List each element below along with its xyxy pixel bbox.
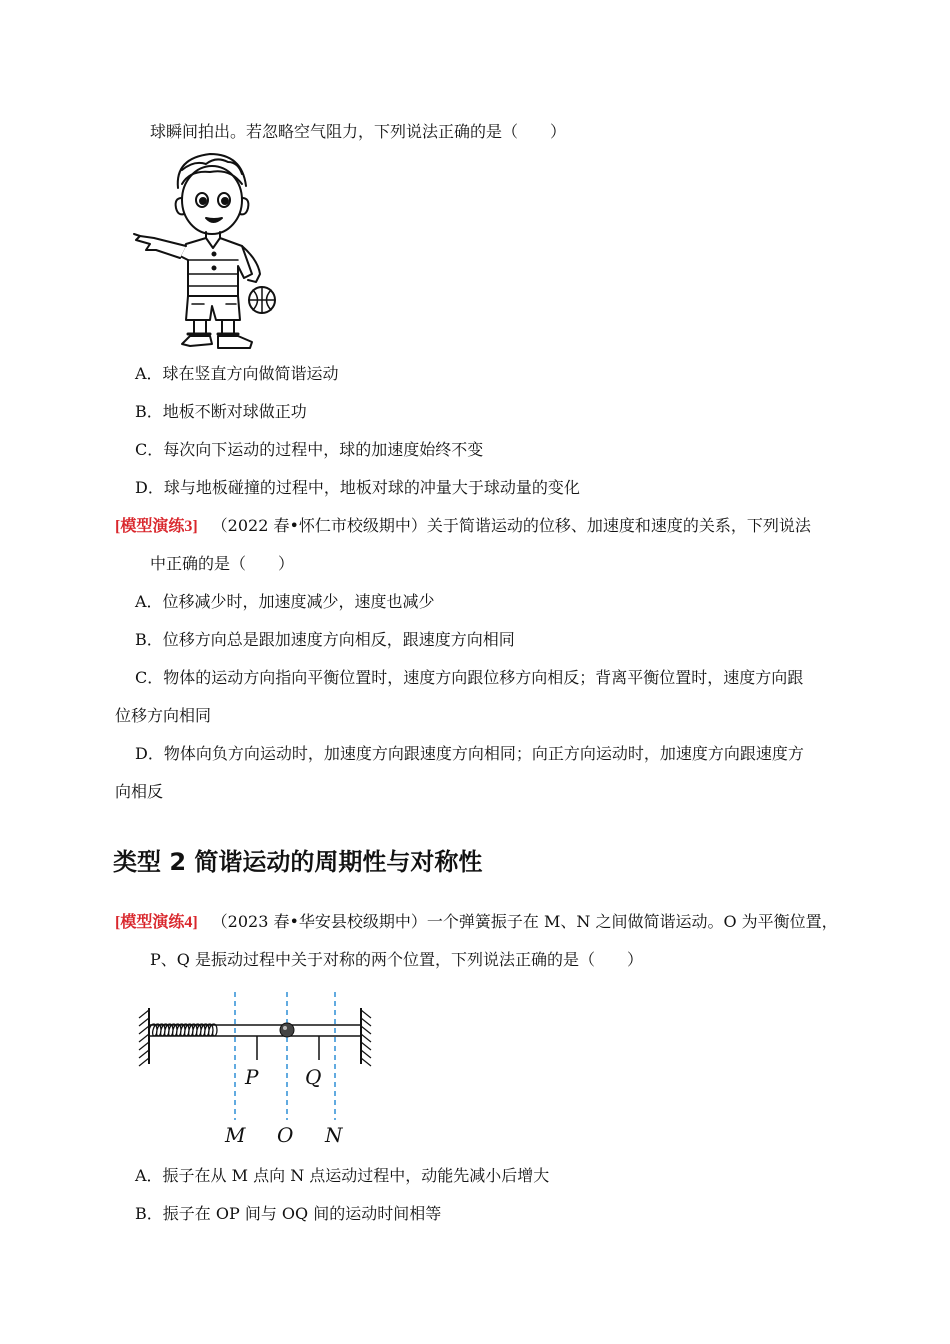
q4-option-a: A．振子在从 M 点向 N 点运动过程中，动能先减小后增大 [135, 1166, 550, 1185]
q3-stem-text: （2022 春•怀仁市校级期中）关于简谐运动的位移、加速度和速度的关系，下列说法 [211, 516, 811, 535]
q4-stem-line2: P、Q 是振动过程中关于对称的两个位置，下列说法正确的是（ ） [150, 950, 643, 969]
spring-oscillator-diagram [125, 988, 385, 1148]
label-m: M [225, 1123, 246, 1147]
q3-stem-line2: 中正确的是（ ） [150, 554, 295, 573]
boy-with-basketball-illustration [130, 148, 280, 358]
section-heading: 类型 2 简谐运动的周期性与对称性 [113, 848, 483, 876]
q2-option-d: D．球与地板碰撞的过程中，地板对球的冲量大于球动量的变化 [135, 478, 580, 497]
q3-option-d-line2: 向相反 [115, 782, 164, 801]
q2-option-c: C．每次向下运动的过程中，球的加速度始终不变 [135, 440, 484, 459]
q2-option-b: B．地板不断对球做正功 [135, 402, 307, 421]
q3-stem-line1 [115, 515, 811, 538]
q3-option-b: B．位移方向总是跟加速度方向相反，跟速度方向相同 [135, 630, 515, 649]
q3-tag: [模型演练3] [115, 518, 198, 535]
q4-stem-line1 [115, 911, 838, 934]
label-o: O [277, 1123, 294, 1147]
q3-option-d-line1: D．物体向负方向运动时，加速度方向跟速度方向相同；向正方向运动时，加速度方向跟速度方 [135, 744, 804, 763]
q3-option-c-line1: C．物体的运动方向指向平衡位置时，速度方向跟位移方向相反；背离平衡位置时，速度方向跟 [135, 668, 804, 687]
label-p: P [245, 1065, 259, 1089]
q3-option-c-line2: 位移方向相同 [115, 706, 212, 725]
label-q: Q [305, 1065, 322, 1089]
q2-option-a: A．球在竖直方向做简谐运动 [135, 364, 339, 383]
q4-tag: [模型演练4] [115, 914, 198, 931]
label-n: N [325, 1123, 343, 1147]
q4-option-b: B．振子在 OP 间与 OQ 间的运动时间相等 [135, 1204, 442, 1223]
q3-option-a: A．位移减少时，加速度减少，速度也减少 [135, 592, 435, 611]
q2-stem-tail: 球瞬间拍出。若忽略空气阻力，下列说法正确的是（ ） [150, 122, 567, 141]
q4-stem-text: （2023 春•华安县校级期中）一个弹簧振子在 M、N 之间做简谐运动。O 为平衡位置， [211, 912, 838, 931]
